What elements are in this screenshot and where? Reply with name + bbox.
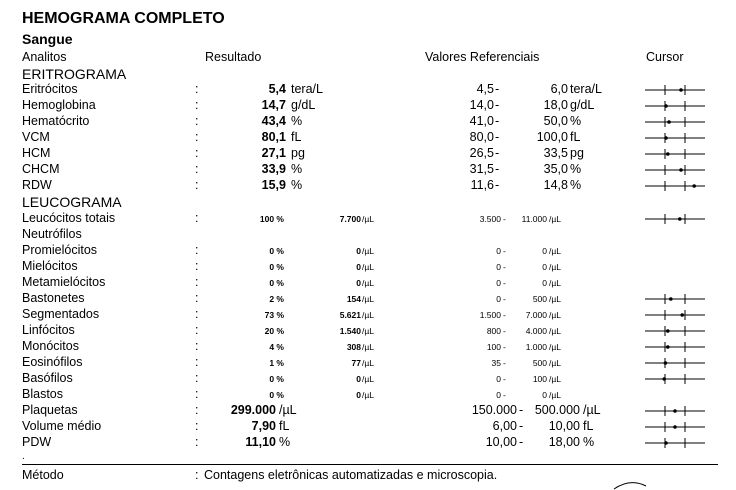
cursor-marker [692,184,696,188]
ref-unit: /µL [549,262,561,272]
result-value: 33,9 [261,162,286,176]
section-leucograma: LEUCOGRAMA [22,194,122,210]
colon: : [195,98,199,112]
range-cursor [645,132,705,144]
cursor-marker [669,297,673,301]
analyte-name: Eosinófilos [22,355,83,369]
ref-max: 100 [532,374,547,384]
table-row [0,243,736,259]
ref-unit: fL [570,130,581,144]
ref-min: 0 [496,390,501,400]
analyte-name: Bastonetes [22,291,85,305]
ref-unit: pg [570,146,584,160]
result-unit: /µL [362,310,374,320]
colon: : [195,114,199,128]
range-dash: - [495,178,500,192]
result-unit: /µL [362,390,374,400]
result-unit: /µL [362,214,374,224]
ref-unit: /µL [549,342,561,352]
cursor-marker [664,361,668,365]
ref-min: 100 [486,342,501,352]
header-referencia: Valores Referenciais [425,50,540,64]
ref-unit: /µL [549,294,561,304]
result-absolute: 154 [346,294,361,304]
table-row [0,162,736,178]
result-unit: % [279,435,291,449]
result-value: 80,1 [261,130,286,144]
separator-dot: . [22,451,25,462]
range-cursor [645,213,705,225]
range-cursor [645,164,705,176]
analyte-name: RDW [22,178,52,192]
ref-unit: % [583,435,595,449]
analyte-name: Promielócitos [22,243,98,257]
range-cursor [645,341,705,353]
range-cursor [645,373,705,385]
result-value: 7,90 [251,419,276,433]
result-percent: 4 % [269,342,284,352]
table-row [0,114,736,130]
colon: : [195,403,199,417]
result-absolute: 0 [356,246,361,256]
result-absolute: 5.621 [339,310,361,320]
ref-min: 150.000 [471,403,517,417]
range-dash: - [495,146,500,160]
analyte-name: CHCM [22,162,60,176]
cursor-marker [666,345,670,349]
header-analitos: Analitos [22,50,67,64]
table-row [0,146,736,162]
ref-min: 6,00 [492,419,517,433]
result-unit: tera/L [291,82,323,96]
result-value: 5,4 [268,82,286,96]
result-unit: /µL [362,294,374,304]
range-dash: - [503,278,506,288]
result-percent: 0 % [269,374,284,384]
metodo-value: Contagens eletrônicas automatizadas e microscopia. [204,468,498,482]
ref-min: 4,5 [476,82,494,96]
result-unit: % [291,162,303,176]
range-dash: - [503,326,506,336]
result-unit: /µL [362,262,374,272]
table-row [0,339,736,355]
ref-max: 18,00 [548,435,580,449]
ref-max: 0 [542,262,547,272]
range-dash: - [503,342,506,352]
ref-min: 0 [496,294,501,304]
table-row [0,403,736,419]
ref-max: 50,0 [543,114,568,128]
analyte-name: Monócitos [22,339,79,353]
result-unit: /µL [362,358,374,368]
header-cursor: Cursor [646,50,684,64]
colon: : [195,82,199,96]
table-row [0,211,736,227]
ref-max: 0 [542,246,547,256]
cursor-marker [673,409,677,413]
result-absolute: 0 [356,390,361,400]
cursor-marker [664,104,668,108]
analyte-name: Basófilos [22,371,73,385]
ref-min: 0 [496,278,501,288]
ref-max: 35,0 [543,162,568,176]
range-dash: - [503,390,506,400]
colon: : [195,130,199,144]
metodo-colon: : [195,468,199,482]
table-row [0,275,736,291]
colon: : [195,387,199,401]
result-absolute: 308 [346,342,361,352]
cursor-marker [666,329,670,333]
signature-mark [612,480,672,490]
colon: : [195,355,199,369]
cursor-marker [664,441,668,445]
cursor-marker [678,217,682,221]
analyte-name: Hematócrito [22,114,90,128]
analyte-name: Hemoglobina [22,98,96,112]
range-dash: - [503,214,506,224]
report-title: HEMOGRAMA COMPLETO [22,10,225,27]
ref-unit: % [570,178,582,192]
table-row [0,178,736,194]
colon: : [195,323,199,337]
ref-min: 31,5 [469,162,494,176]
result-unit: /µL [362,326,374,336]
colon: : [195,371,199,385]
section-eritrograma: ERITROGRAMA [22,66,127,82]
table-row [0,307,736,323]
result-unit: % [291,178,303,192]
range-dash: - [495,114,500,128]
cursor-marker [679,168,683,172]
range-dash: - [495,98,500,112]
range-dash: - [495,162,500,176]
range-cursor [645,293,705,305]
ref-unit: fL [583,419,594,433]
range-dash: - [519,403,524,417]
result-unit: /µL [362,278,374,288]
ref-min: 0 [496,246,501,256]
result-unit: fL [291,130,302,144]
result-unit: pg [291,146,305,160]
result-value: 11,10 [245,435,276,449]
table-row [0,323,736,339]
ref-min: 41,0 [469,114,494,128]
colon: : [195,419,199,433]
ref-max: 0 [542,390,547,400]
ref-max: 500 [532,358,547,368]
ref-unit: g/dL [570,98,595,112]
range-cursor [645,325,705,337]
analyte-name: Segmentados [22,307,100,321]
colon: : [195,339,199,353]
ref-max: 7.000 [525,310,547,320]
ref-min: 14,0 [469,98,494,112]
ref-unit: /µL [549,326,561,336]
colon: : [195,211,199,225]
colon: : [195,259,199,273]
ref-max: 0 [542,278,547,288]
range-dash: - [519,419,524,433]
result-unit: /µL [362,374,374,384]
result-percent: 20 % [264,326,284,336]
table-row [0,435,736,451]
range-cursor [645,148,705,160]
range-cursor [645,180,705,192]
specimen-label: Sangue [22,31,73,47]
result-unit: /µL [279,403,297,417]
ref-unit: /µL [549,214,561,224]
result-percent: 0 % [269,262,284,272]
range-dash: - [503,374,506,384]
analyte-name: Volume médio [22,419,102,433]
range-dash: - [503,294,506,304]
table-row [0,291,736,307]
colon: : [195,146,199,160]
ref-unit: % [570,162,582,176]
result-unit: fL [279,419,290,433]
range-cursor [645,437,705,449]
ref-min: 1.500 [479,310,501,320]
ref-unit: /µL [549,358,561,368]
range-dash: - [495,130,500,144]
colon: : [195,243,199,257]
analyte-name: PDW [22,435,52,449]
ref-max: 1.000 [525,342,547,352]
result-value: 14,7 [261,98,286,112]
ref-max: 14,8 [543,178,568,192]
header-resultado: Resultado [205,50,262,64]
ref-max: 11.000 [521,214,547,224]
ref-min: 35 [491,358,501,368]
analyte-name: Linfócitos [22,323,75,337]
cursor-marker [662,377,666,381]
range-cursor [645,116,705,128]
range-cursor [645,309,705,321]
analyte-name: Mielócitos [22,259,78,273]
result-value: 299.000 [230,403,276,417]
analyte-name: HCM [22,146,51,160]
ref-unit: tera/L [570,82,602,96]
ref-unit: % [570,114,582,128]
section-neutrofilos: Neutrófilos [22,227,82,241]
colon: : [195,435,199,449]
table-row [0,259,736,275]
colon: : [195,162,199,176]
colon: : [195,178,199,192]
analyte-name: Leucócitos totais [22,211,116,225]
range-dash: - [519,435,524,449]
ref-max: 18,0 [543,98,568,112]
result-percent: 0 % [269,278,284,288]
ref-min: 3.500 [479,214,501,224]
ref-unit: /µL [583,403,601,417]
table-row [0,130,736,146]
range-dash: - [503,358,506,368]
result-unit: % [291,114,303,128]
cursor-marker [667,120,671,124]
result-absolute: 1.540 [339,326,361,336]
cursor-marker [666,152,670,156]
result-absolute: 77 [351,358,361,368]
result-percent: 2 % [269,294,284,304]
analyte-name: VCM [22,130,50,144]
ref-unit: /µL [549,310,561,320]
colon: : [195,275,199,289]
analyte-name: Blastos [22,387,63,401]
result-absolute: 7.700 [339,214,361,224]
range-cursor [645,357,705,369]
cursor-marker [673,425,677,429]
table-row [0,387,736,403]
range-dash: - [503,246,506,256]
ref-max: 33,5 [543,146,568,160]
range-dash: - [503,310,506,320]
range-cursor [645,84,705,96]
result-percent: 1 % [269,358,284,368]
separator-line [22,464,718,465]
result-value: 15,9 [261,178,286,192]
ref-unit: /µL [549,246,561,256]
table-row [0,419,736,435]
table-row [0,355,736,371]
ref-max: 4.000 [525,326,547,336]
ref-unit: /µL [549,390,561,400]
table-row [0,98,736,114]
result-absolute: 0 [356,262,361,272]
colon: : [195,291,199,305]
result-value: 27,1 [261,146,286,160]
ref-min: 10,00 [485,435,517,449]
ref-min: 0 [496,374,501,384]
ref-max: 100,0 [536,130,568,144]
analyte-name: Plaquetas [22,403,78,417]
ref-max: 500 [532,294,547,304]
ref-min: 80,0 [469,130,494,144]
result-percent: 0 % [269,390,284,400]
ref-min: 11,6 [470,178,494,192]
ref-min: 800 [486,326,501,336]
range-dash: - [495,82,500,96]
ref-unit: /µL [549,374,561,384]
table-row [0,371,736,387]
range-dash: - [503,262,506,272]
result-percent: 73 % [264,310,284,320]
table-row [0,82,736,98]
ref-max: 6,0 [550,82,568,96]
range-cursor [645,405,705,417]
result-percent: 100 % [259,214,284,224]
ref-unit: /µL [549,278,561,288]
result-absolute: 0 [356,374,361,384]
result-absolute: 0 [356,278,361,288]
result-unit: g/dL [291,98,316,112]
metodo-label: Método [22,468,64,482]
result-percent: 0 % [269,246,284,256]
range-cursor [645,100,705,112]
analyte-name: Metamielócitos [22,275,106,289]
result-unit: /µL [362,342,374,352]
result-unit: /µL [362,246,374,256]
ref-min: 26,5 [469,146,494,160]
range-cursor [645,421,705,433]
result-value: 43,4 [261,114,286,128]
ref-max: 10,00 [548,419,580,433]
cursor-marker [664,136,668,140]
ref-max: 500.000 [534,403,580,417]
analyte-name: Eritrócitos [22,82,78,96]
cursor-marker [680,313,684,317]
colon: : [195,307,199,321]
ref-min: 0 [496,262,501,272]
cursor-marker [679,88,683,92]
